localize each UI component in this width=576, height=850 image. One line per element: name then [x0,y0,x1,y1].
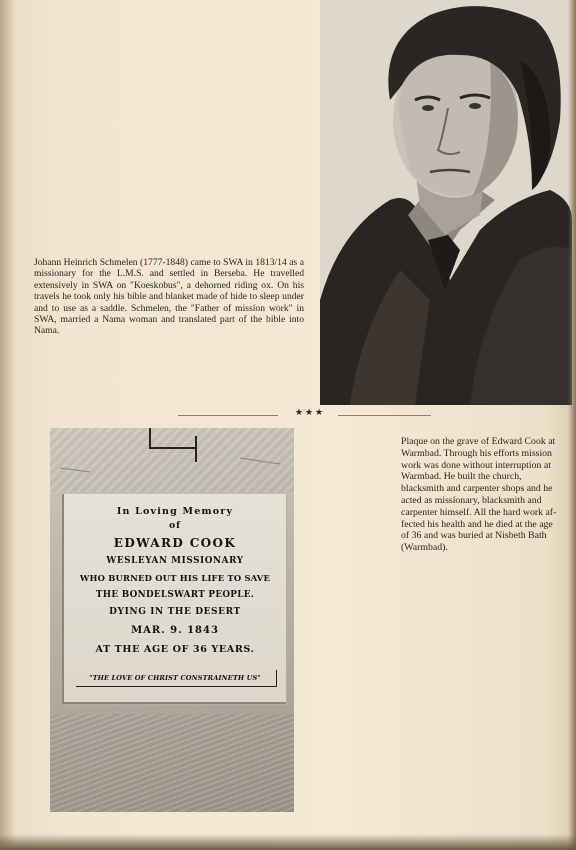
plaque-line-3: EDWARD COOK [113,536,237,550]
stone-crack-marks [50,428,294,498]
plaque-line-2: of [169,521,181,531]
cook-caption-line: of 36 and was buried at Nisbeth Bath [401,530,547,542]
cook-caption-line: Warmbad. Through his efforts mission [401,447,552,459]
cook-caption-line: Plaque on the grave of Edward Cook at [401,436,556,447]
divider-line-right [338,415,431,416]
page-edge-bottom [0,834,576,850]
plaque-line-9: AT THE AGE OF 36 YEARS. [95,644,255,655]
cook-caption-line: (Warmbad). [401,542,448,554]
cook-caption-line: work was done without interruption at [401,459,551,471]
divider-line-left [178,415,278,416]
plaque-line-8: MAR. 9. 1843 [131,625,219,636]
cook-caption [401,436,569,554]
plaque-line-1: In Loving Memory [116,506,234,517]
cook-caption-line: fected his health and he died at the age [401,518,553,530]
plaque-line-4: WESLEYAN MISSIONARY [106,556,244,566]
memorial-plaque [62,494,286,704]
schmelen-portrait [320,0,572,405]
grave-plaque-photo [50,428,294,812]
grave-ground [50,714,294,812]
cook-caption-line: acted as missionary, blacksmith and [401,494,542,506]
plaque-line-6: THE BONDELSWART PEOPLE. [95,590,255,600]
cook-caption-line: carpenter himself. All the hard work af- [401,506,557,518]
cook-caption-line: Warmbad. He built the church, [401,471,522,483]
page-gutter [0,0,16,850]
plaque-line-7: DYING IN THE DESERT [109,607,241,617]
plaque-line-5: WHO BURNED OUT HIS LIFE TO SAVE [79,573,271,583]
page-edge-right [568,0,576,850]
divider-stars: ★★★ [294,407,326,417]
schmelen-caption: Johann Heinrich Schmelen (1777-1848) came to SWA in 1813/14 as a missionary for the L.M.S. and settled in Berseba. He travelled extensively in SWA on "Koeskobus", a dehorned riding ox. On his travels he took only his bible and blanket made of hide to sleep under and to use as a saddle. Schmelen, the "Father of mission work" in SWA, married a Nama woman and translated part of the bible into Nama. [34,257,304,337]
plaque-motto: "THE LOVE OF CHRIST CONSTRAINETH US" [89,674,261,682]
cook-caption-line: blacksmith and carpenter shops and he [401,483,553,495]
